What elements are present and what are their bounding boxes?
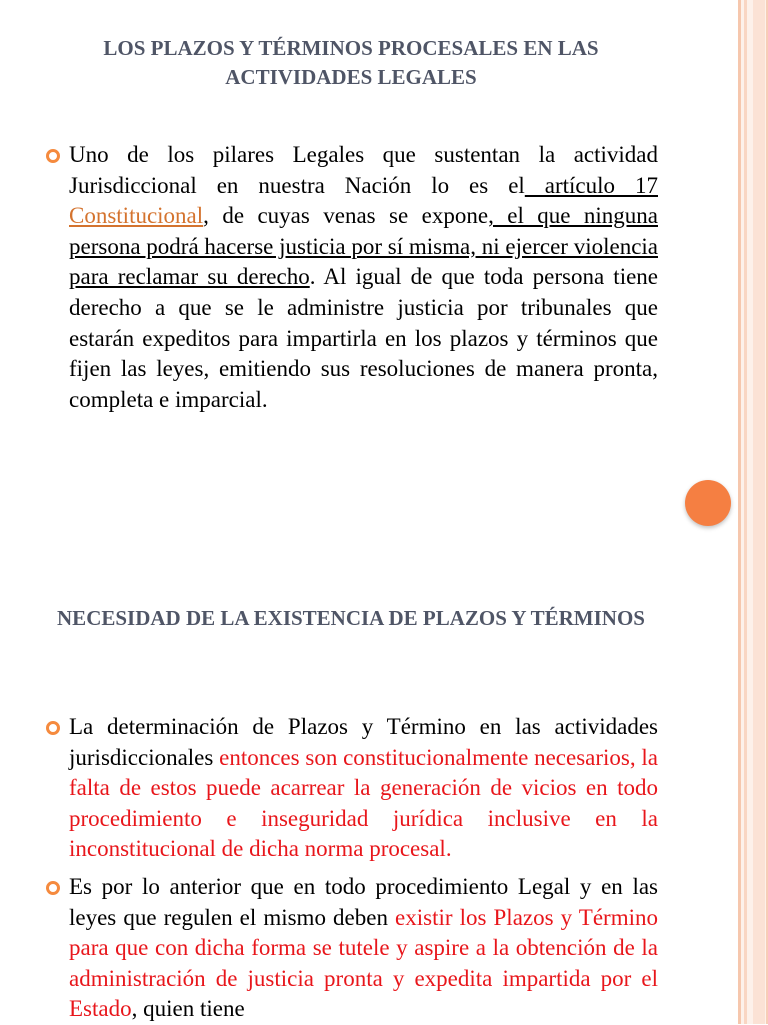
slide-1-bullet (48, 140, 658, 415)
slide-2 (0, 560, 738, 1024)
bullet-text: Uno de los pilares Legales que sustentan la actividad Jurisdiccional en nuestra Nación lo es el artículo 17 Constitucional, de cuyas venas se expone, el que ninguna persona podrá hacerse justicia por sí misma, ni ejercer violencia para reclamar su derecho. Al igual de que toda persona tiene derecho a que se le administre justicia por tribunales que estarán expeditos para impartirla en los plazos y términos que fijen las leyes, emitiendo sus resoluciones de manera pronta, completa e imparcial. (69, 142, 659, 412)
bullet-text: La determinación de Plazos y Término en las actividades jurisdiccionales entonces son constitucionalmente necesarios, la falta de estos puede acarrear la generación de vicios en todo procedimiento e inseguridad jurídica inclusive en la inconstitucional de dicha norma procesal. (69, 714, 658, 862)
bullet-text: Es por lo anterior que en todo procedimiento Legal y en las leyes que regulen el mismo deben existir los Plazos y Término para que con dicha forma se tutele y aspire a la obtención de la administración de justicia pronta y expedita impartida por el Estado, quien tiene (69, 874, 658, 1022)
slide-nav-dot[interactable] (685, 480, 731, 526)
decorative-side-band (736, 0, 768, 1024)
constitucional-link[interactable]: Constitucional (69, 203, 204, 229)
slide-2-title: NECESIDAD DE LA EXISTENCIA DE PLAZOS Y TÉRMINOS (57, 606, 645, 630)
slide-1-title: LOS PLAZOS Y TÉRMINOS PROCESALES EN LAS ACTIVIDADES LEGALES (103, 36, 599, 89)
bullet-ring-icon (46, 721, 60, 735)
slide-2-bullet-2 (48, 872, 658, 1025)
bullet-ring-icon (46, 881, 60, 895)
slide-2-bullet-1 (48, 712, 658, 865)
bullet-ring-icon (46, 149, 60, 163)
